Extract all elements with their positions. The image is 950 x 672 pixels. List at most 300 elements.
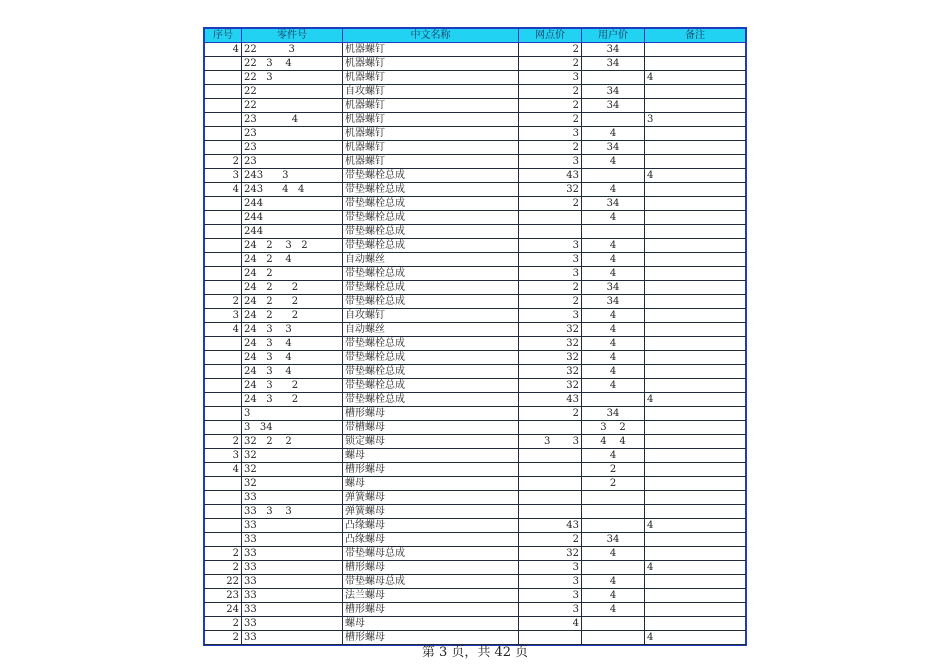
cell-part-number[interactable]: 22 xyxy=(242,85,343,99)
cell-dealer-price[interactable]: 2 xyxy=(519,533,582,547)
cell-chinese-name[interactable]: 带槽螺母 xyxy=(343,421,519,435)
cell-part-number[interactable]: 22 3 xyxy=(242,71,343,85)
cell-part-number[interactable]: 32 xyxy=(242,477,343,491)
table-row xyxy=(205,295,746,309)
cell-dealer-price[interactable]: 43 xyxy=(519,519,582,533)
cell-user-price[interactable]: 2 xyxy=(582,463,645,477)
cell-remarks[interactable] xyxy=(645,617,746,631)
cell-user-price[interactable] xyxy=(582,491,645,505)
cell-user-price[interactable]: 34 xyxy=(582,407,645,421)
cell-chinese-name[interactable]: 螺母 xyxy=(343,617,519,631)
cell-part-number[interactable]: 24 3 4 xyxy=(242,337,343,351)
cell-user-price[interactable]: 34 xyxy=(582,533,645,547)
cell-part-number[interactable]: 33 xyxy=(242,575,343,589)
cell-remarks[interactable] xyxy=(645,533,746,547)
cell-chinese-name[interactable]: 带垫螺栓总成 xyxy=(343,211,519,225)
cell-dealer-price[interactable]: 2 xyxy=(519,113,582,127)
cell-part-number[interactable]: 23 xyxy=(242,155,343,169)
cell-remarks[interactable] xyxy=(645,309,746,323)
table-row xyxy=(205,183,746,197)
table-row xyxy=(205,337,746,351)
table-row xyxy=(205,435,746,449)
cell-part-number[interactable]: 33 xyxy=(242,561,343,575)
cell-index[interactable]: 2 xyxy=(205,435,242,449)
cell-index[interactable]: 2 xyxy=(205,631,242,645)
table-row xyxy=(205,603,746,617)
cell-part-number[interactable]: 23 xyxy=(242,141,343,155)
cell-chinese-name[interactable]: 凸缘螺母 xyxy=(343,533,519,547)
cell-chinese-name[interactable]: 带垫螺栓总成 xyxy=(343,295,519,309)
cell-dealer-price[interactable]: 3 xyxy=(519,575,582,589)
cell-dealer-price[interactable]: 2 xyxy=(519,197,582,211)
cell-chinese-name[interactable]: 机器螺钉 xyxy=(343,113,519,127)
cell-user-price[interactable]: 4 xyxy=(582,589,645,603)
cell-dealer-price[interactable]: 3 xyxy=(519,267,582,281)
cell-index[interactable]: 3 xyxy=(205,169,242,183)
table-row xyxy=(205,113,746,127)
cell-remarks[interactable] xyxy=(645,127,746,141)
cell-dealer-price[interactable]: 3 xyxy=(519,561,582,575)
table-row xyxy=(205,85,746,99)
cell-dealer-price[interactable]: 43 xyxy=(519,169,582,183)
cell-remarks[interactable] xyxy=(645,603,746,617)
cell-chinese-name[interactable]: 带垫螺栓总成 xyxy=(343,281,519,295)
cell-user-price[interactable]: 4 xyxy=(582,603,645,617)
cell-user-price[interactable]: 4 xyxy=(582,309,645,323)
cell-chinese-name[interactable]: 带垫螺栓总成 xyxy=(343,197,519,211)
cell-part-number[interactable]: 24 2 2 xyxy=(242,295,343,309)
cell-remarks[interactable] xyxy=(645,421,746,435)
cell-part-number[interactable]: 22 3 xyxy=(242,43,343,57)
cell-user-price[interactable] xyxy=(582,169,645,183)
cell-user-price[interactable]: 4 xyxy=(582,127,645,141)
table-row xyxy=(205,99,746,113)
cell-user-price[interactable]: 3 2 xyxy=(582,421,645,435)
cell-chinese-name[interactable]: 带垫螺栓总成 xyxy=(343,351,519,365)
cell-part-number[interactable]: 23 4 xyxy=(242,113,343,127)
cell-index[interactable] xyxy=(205,225,242,239)
cell-index[interactable]: 24 xyxy=(205,603,242,617)
cell-remarks[interactable] xyxy=(645,491,746,505)
cell-chinese-name[interactable]: 机器螺钉 xyxy=(343,43,519,57)
cell-dealer-price[interactable] xyxy=(519,477,582,491)
cell-index[interactable]: 3 xyxy=(205,449,242,463)
cell-user-price[interactable] xyxy=(582,561,645,575)
cell-dealer-price[interactable]: 3 xyxy=(519,127,582,141)
cell-remarks[interactable] xyxy=(645,239,746,253)
cell-dealer-price[interactable] xyxy=(519,449,582,463)
column-header-part-number[interactable]: 零件号 xyxy=(242,29,343,43)
cell-user-price[interactable]: 34 xyxy=(582,197,645,211)
cell-index[interactable]: 2 xyxy=(205,617,242,631)
cell-dealer-price[interactable]: 3 xyxy=(519,155,582,169)
cell-part-number[interactable]: 24 3 4 xyxy=(242,351,343,365)
cell-remarks[interactable]: 3 xyxy=(645,113,746,127)
cell-dealer-price[interactable] xyxy=(519,505,582,519)
table-row xyxy=(205,533,746,547)
cell-dealer-price[interactable]: 32 xyxy=(519,183,582,197)
cell-user-price[interactable]: 4 xyxy=(582,253,645,267)
cell-part-number[interactable]: 24 2 xyxy=(242,267,343,281)
table-row xyxy=(205,141,746,155)
cell-index[interactable] xyxy=(205,281,242,295)
cell-remarks[interactable] xyxy=(645,85,746,99)
cell-part-number[interactable]: 33 xyxy=(242,491,343,505)
cell-dealer-price[interactable]: 2 xyxy=(519,407,582,421)
cell-chinese-name[interactable]: 弹簧螺母 xyxy=(343,491,519,505)
cell-user-price[interactable]: 4 4 xyxy=(582,435,645,449)
cell-index[interactable] xyxy=(205,351,242,365)
cell-remarks[interactable] xyxy=(645,253,746,267)
cell-part-number[interactable]: 24 2 2 xyxy=(242,309,343,323)
cell-chinese-name[interactable]: 法兰螺母 xyxy=(343,589,519,603)
table-row xyxy=(205,225,746,239)
cell-index[interactable] xyxy=(205,505,242,519)
cell-index[interactable] xyxy=(205,519,242,533)
cell-user-price[interactable]: 34 xyxy=(582,57,645,71)
table-row xyxy=(205,169,746,183)
cell-user-price[interactable]: 34 xyxy=(582,99,645,113)
cell-index[interactable] xyxy=(205,253,242,267)
cell-part-number[interactable]: 32 2 2 xyxy=(242,435,343,449)
cell-remarks[interactable] xyxy=(645,267,746,281)
cell-part-number[interactable]: 24 2 2 xyxy=(242,281,343,295)
column-header-index[interactable]: 序号 xyxy=(205,29,242,43)
table-row xyxy=(205,197,746,211)
cell-part-number[interactable]: 24 3 4 xyxy=(242,365,343,379)
cell-index[interactable]: 23 xyxy=(205,589,242,603)
cell-remarks[interactable] xyxy=(645,281,746,295)
table-row xyxy=(205,589,746,603)
cell-dealer-price[interactable]: 32 xyxy=(519,351,582,365)
cell-chinese-name[interactable]: 自攻螺钉 xyxy=(343,309,519,323)
cell-chinese-name[interactable]: 机器螺钉 xyxy=(343,127,519,141)
cell-user-price[interactable] xyxy=(582,393,645,407)
cell-part-number[interactable]: 33 xyxy=(242,631,343,645)
cell-dealer-price[interactable]: 2 xyxy=(519,141,582,155)
cell-chinese-name[interactable]: 带垫螺栓总成 xyxy=(343,337,519,351)
cell-part-number[interactable]: 24 3 2 xyxy=(242,379,343,393)
cell-chinese-name[interactable]: 机器螺钉 xyxy=(343,155,519,169)
cell-chinese-name[interactable]: 带垫螺栓总成 xyxy=(343,393,519,407)
cell-remarks[interactable] xyxy=(645,99,746,113)
cell-index[interactable] xyxy=(205,393,242,407)
cell-chinese-name[interactable]: 槽形螺母 xyxy=(343,603,519,617)
cell-chinese-name[interactable]: 带垫螺栓总成 xyxy=(343,267,519,281)
cell-part-number[interactable]: 33 xyxy=(242,603,343,617)
cell-dealer-price[interactable]: 2 xyxy=(519,295,582,309)
cell-part-number[interactable]: 24 2 4 xyxy=(242,253,343,267)
cell-index[interactable]: 4 xyxy=(205,463,242,477)
cell-user-price[interactable]: 2 xyxy=(582,477,645,491)
table-row xyxy=(205,239,746,253)
cell-dealer-price[interactable]: 3 xyxy=(519,603,582,617)
cell-part-number[interactable]: 33 xyxy=(242,533,343,547)
cell-chinese-name[interactable]: 机器螺钉 xyxy=(343,141,519,155)
column-header-dealer-price[interactable]: 网点价 xyxy=(519,29,582,43)
cell-dealer-price[interactable] xyxy=(519,225,582,239)
table-row xyxy=(205,463,746,477)
cell-user-price[interactable] xyxy=(582,71,645,85)
cell-dealer-price[interactable]: 32 xyxy=(519,337,582,351)
cell-chinese-name[interactable]: 带垫螺母总成 xyxy=(343,575,519,589)
cell-index[interactable] xyxy=(205,337,242,351)
cell-remarks[interactable]: 4 xyxy=(645,169,746,183)
cell-chinese-name[interactable]: 带垫螺母总成 xyxy=(343,547,519,561)
cell-remarks[interactable] xyxy=(645,449,746,463)
cell-chinese-name[interactable]: 带垫螺栓总成 xyxy=(343,183,519,197)
cell-dealer-price[interactable]: 3 xyxy=(519,309,582,323)
cell-index[interactable] xyxy=(205,477,242,491)
cell-remarks[interactable] xyxy=(645,155,746,169)
table-row xyxy=(205,491,746,505)
cell-user-price[interactable]: 4 xyxy=(582,337,645,351)
cell-user-price[interactable]: 4 xyxy=(582,323,645,337)
column-header-remarks[interactable]: 备注 xyxy=(645,29,746,43)
cell-part-number[interactable]: 243 3 xyxy=(242,169,343,183)
cell-user-price[interactable]: 4 xyxy=(582,239,645,253)
cell-user-price[interactable]: 4 xyxy=(582,379,645,393)
cell-user-price[interactable]: 4 xyxy=(582,575,645,589)
cell-remarks[interactable] xyxy=(645,225,746,239)
cell-remarks[interactable] xyxy=(645,379,746,393)
cell-part-number[interactable]: 32 xyxy=(242,463,343,477)
table-row xyxy=(205,421,746,435)
cell-dealer-price[interactable]: 3 xyxy=(519,239,582,253)
cell-chinese-name[interactable]: 槽形螺母 xyxy=(343,561,519,575)
cell-index[interactable] xyxy=(205,197,242,211)
cell-chinese-name[interactable]: 自动螺丝 xyxy=(343,253,519,267)
cell-index[interactable] xyxy=(205,71,242,85)
cell-remarks[interactable] xyxy=(645,43,746,57)
cell-user-price[interactable] xyxy=(582,505,645,519)
cell-dealer-price[interactable]: 3 xyxy=(519,253,582,267)
cell-index[interactable]: 3 xyxy=(205,309,242,323)
cell-remarks[interactable] xyxy=(645,351,746,365)
table-row xyxy=(205,43,746,57)
table-row xyxy=(205,309,746,323)
cell-remarks[interactable] xyxy=(645,505,746,519)
cell-user-price[interactable]: 4 xyxy=(582,449,645,463)
cell-remarks[interactable]: 4 xyxy=(645,519,746,533)
table-row xyxy=(205,379,746,393)
cell-dealer-price[interactable] xyxy=(519,211,582,225)
cell-chinese-name[interactable]: 自攻螺钉 xyxy=(343,85,519,99)
cell-remarks[interactable] xyxy=(645,365,746,379)
cell-part-number[interactable]: 33 3 3 xyxy=(242,505,343,519)
cell-user-price[interactable] xyxy=(582,225,645,239)
cell-dealer-price[interactable]: 4 xyxy=(519,617,582,631)
cell-dealer-price[interactable]: 2 xyxy=(519,43,582,57)
cell-remarks[interactable] xyxy=(645,211,746,225)
table-header xyxy=(205,29,746,43)
cell-chinese-name[interactable]: 机器螺钉 xyxy=(343,57,519,71)
cell-remarks[interactable]: 4 xyxy=(645,71,746,85)
table-row xyxy=(205,617,746,631)
cell-chinese-name[interactable]: 带垫螺栓总成 xyxy=(343,225,519,239)
cell-dealer-price[interactable] xyxy=(519,463,582,477)
cell-index[interactable] xyxy=(205,113,242,127)
cell-part-number[interactable]: 22 xyxy=(242,99,343,113)
cell-part-number[interactable]: 24 2 3 2 xyxy=(242,239,343,253)
cell-dealer-price[interactable]: 32 xyxy=(519,547,582,561)
column-header-chinese-name[interactable]: 中文名称 xyxy=(343,29,519,43)
cell-part-number[interactable]: 33 xyxy=(242,589,343,603)
cell-part-number[interactable]: 22 3 4 xyxy=(242,57,343,71)
cell-chinese-name[interactable]: 槽形螺母 xyxy=(343,407,519,421)
cell-remarks[interactable]: 4 xyxy=(645,393,746,407)
cell-part-number[interactable]: 32 xyxy=(242,449,343,463)
table-row xyxy=(205,281,746,295)
cell-remarks[interactable] xyxy=(645,463,746,477)
cell-user-price[interactable]: 34 xyxy=(582,141,645,155)
cell-part-number[interactable]: 3 34 xyxy=(242,421,343,435)
table-row xyxy=(205,449,746,463)
cell-part-number[interactable]: 243 4 4 xyxy=(242,183,343,197)
cell-index[interactable] xyxy=(205,141,242,155)
table-row xyxy=(205,365,746,379)
table-row xyxy=(205,505,746,519)
cell-chinese-name[interactable]: 机器螺钉 xyxy=(343,99,519,113)
cell-index[interactable] xyxy=(205,421,242,435)
cell-index[interactable]: 22 xyxy=(205,575,242,589)
cell-chinese-name[interactable]: 带垫螺栓总成 xyxy=(343,379,519,393)
table-row xyxy=(205,407,746,421)
cell-remarks[interactable] xyxy=(645,323,746,337)
cell-dealer-price[interactable]: 43 xyxy=(519,393,582,407)
cell-remarks[interactable] xyxy=(645,337,746,351)
cell-part-number[interactable]: 244 xyxy=(242,225,343,239)
cell-dealer-price[interactable]: 32 xyxy=(519,365,582,379)
cell-index[interactable] xyxy=(205,127,242,141)
cell-part-number[interactable]: 23 xyxy=(242,127,343,141)
cell-remarks[interactable] xyxy=(645,435,746,449)
cell-remarks[interactable]: 4 xyxy=(645,561,746,575)
cell-remarks[interactable] xyxy=(645,197,746,211)
table-row xyxy=(205,547,746,561)
table-row xyxy=(205,575,746,589)
cell-user-price[interactable]: 4 xyxy=(582,183,645,197)
cell-index[interactable] xyxy=(205,211,242,225)
cell-dealer-price[interactable] xyxy=(519,421,582,435)
cell-index[interactable] xyxy=(205,533,242,547)
cell-index[interactable] xyxy=(205,407,242,421)
cell-part-number[interactable]: 33 xyxy=(242,519,343,533)
cell-index[interactable]: 2 xyxy=(205,561,242,575)
cell-part-number[interactable]: 244 xyxy=(242,197,343,211)
cell-index[interactable] xyxy=(205,99,242,113)
cell-index[interactable]: 2 xyxy=(205,295,242,309)
cell-chinese-name[interactable]: 螺母 xyxy=(343,449,519,463)
cell-dealer-price[interactable]: 32 xyxy=(519,323,582,337)
cell-dealer-price[interactable] xyxy=(519,491,582,505)
cell-index[interactable] xyxy=(205,57,242,71)
cell-user-price[interactable]: 4 xyxy=(582,547,645,561)
cell-user-price[interactable]: 34 xyxy=(582,85,645,99)
cell-dealer-price[interactable]: 2 xyxy=(519,281,582,295)
cell-index[interactable] xyxy=(205,85,242,99)
cell-dealer-price[interactable]: 3 3 xyxy=(519,435,582,449)
cell-index[interactable]: 4 xyxy=(205,183,242,197)
table-row xyxy=(205,71,746,85)
cell-dealer-price[interactable]: 32 xyxy=(519,379,582,393)
table-row xyxy=(205,57,746,71)
cell-user-price[interactable]: 4 xyxy=(582,365,645,379)
cell-remarks[interactable] xyxy=(645,183,746,197)
cell-chinese-name[interactable]: 槽形螺母 xyxy=(343,631,519,645)
cell-remarks[interactable] xyxy=(645,141,746,155)
cell-remarks[interactable] xyxy=(645,547,746,561)
cell-dealer-price[interactable]: 2 xyxy=(519,99,582,113)
cell-user-price[interactable] xyxy=(582,519,645,533)
cell-chinese-name[interactable]: 弹簧螺母 xyxy=(343,505,519,519)
cell-user-price[interactable]: 4 xyxy=(582,267,645,281)
cell-index[interactable]: 4 xyxy=(205,43,242,57)
cell-index[interactable] xyxy=(205,379,242,393)
column-header-user-price[interactable]: 用户价 xyxy=(582,29,645,43)
cell-user-price[interactable]: 34 xyxy=(582,295,645,309)
cell-part-number[interactable]: 33 xyxy=(242,617,343,631)
cell-index[interactable]: 2 xyxy=(205,155,242,169)
cell-index[interactable]: 4 xyxy=(205,323,242,337)
cell-index[interactable] xyxy=(205,365,242,379)
table-row xyxy=(205,351,746,365)
cell-part-number[interactable]: 3 xyxy=(242,407,343,421)
cell-dealer-price[interactable]: 3 xyxy=(519,589,582,603)
cell-user-price[interactable] xyxy=(582,617,645,631)
cell-user-price[interactable]: 4 xyxy=(582,211,645,225)
cell-user-price[interactable]: 34 xyxy=(582,281,645,295)
cell-user-price[interactable]: 4 xyxy=(582,351,645,365)
cell-index[interactable]: 2 xyxy=(205,547,242,561)
cell-part-number[interactable]: 33 xyxy=(242,547,343,561)
cell-remarks[interactable]: 4 xyxy=(645,631,746,645)
table-row xyxy=(205,323,746,337)
cell-chinese-name[interactable]: 槽形螺母 xyxy=(343,463,519,477)
cell-user-price[interactable] xyxy=(582,113,645,127)
cell-remarks[interactable] xyxy=(645,57,746,71)
cell-index[interactable] xyxy=(205,267,242,281)
cell-index[interactable] xyxy=(205,491,242,505)
cell-part-number[interactable]: 244 xyxy=(242,211,343,225)
cell-dealer-price[interactable]: 3 xyxy=(519,71,582,85)
cell-chinese-name[interactable]: 机器螺钉 xyxy=(343,71,519,85)
cell-part-number[interactable]: 24 3 2 xyxy=(242,393,343,407)
cell-chinese-name[interactable]: 螺母 xyxy=(343,477,519,491)
cell-remarks[interactable] xyxy=(645,575,746,589)
cell-remarks[interactable] xyxy=(645,295,746,309)
cell-chinese-name[interactable]: 带垫螺栓总成 xyxy=(343,365,519,379)
cell-chinese-name[interactable]: 凸缘螺母 xyxy=(343,519,519,533)
cell-dealer-price[interactable]: 2 xyxy=(519,57,582,71)
table-row xyxy=(205,267,746,281)
cell-chinese-name[interactable]: 带垫螺栓总成 xyxy=(343,169,519,183)
cell-remarks[interactable] xyxy=(645,589,746,603)
cell-part-number[interactable]: 24 3 3 xyxy=(242,323,343,337)
table-row xyxy=(205,477,746,491)
table-row xyxy=(205,155,746,169)
table-row xyxy=(205,561,746,575)
cell-dealer-price[interactable]: 2 xyxy=(519,85,582,99)
cell-user-price[interactable]: 34 xyxy=(582,43,645,57)
cell-chinese-name[interactable]: 带垫螺栓总成 xyxy=(343,239,519,253)
cell-remarks[interactable] xyxy=(645,407,746,421)
cell-user-price[interactable]: 4 xyxy=(582,155,645,169)
cell-chinese-name[interactable]: 自动螺丝 xyxy=(343,323,519,337)
cell-index[interactable] xyxy=(205,239,242,253)
cell-remarks[interactable] xyxy=(645,477,746,491)
cell-chinese-name[interactable]: 锁定螺母 xyxy=(343,435,519,449)
